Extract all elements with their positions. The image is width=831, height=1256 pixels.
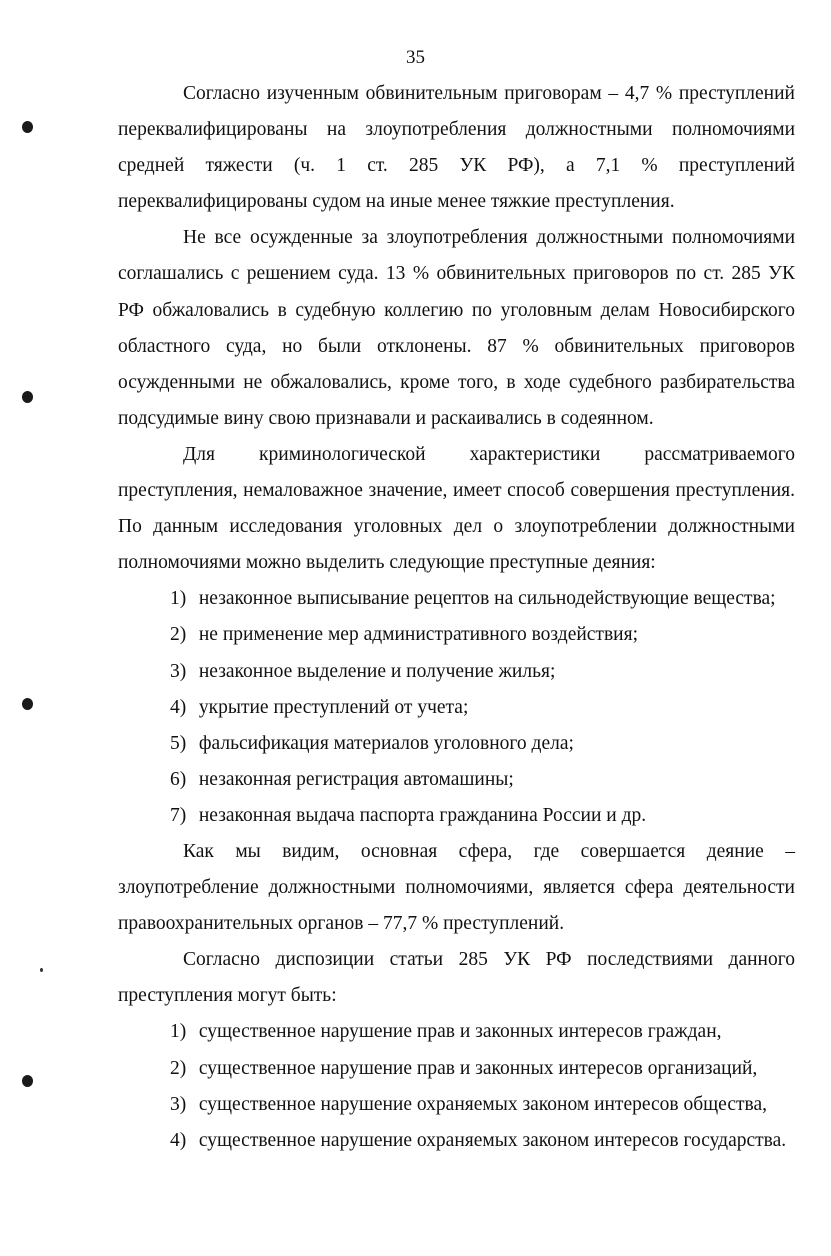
list-item	[118, 581, 795, 617]
list-item-number: 2)	[170, 624, 187, 646]
list-item-text: существенное нарушение охраняемых законом интересов общества,	[198, 1093, 767, 1115]
list-item-number: 6)	[170, 768, 187, 790]
list-item-text: не применение мер административного воздействия;	[198, 624, 638, 646]
list-item	[118, 654, 795, 690]
list-item-text: существенное нарушение охраняемых законом интересов государства.	[198, 1129, 787, 1151]
list-item-number: 1)	[170, 588, 187, 610]
list-item	[118, 690, 795, 726]
punch-hole-mark	[22, 121, 33, 133]
list-item-number: 2)	[170, 1057, 187, 1079]
list-item	[118, 1014, 795, 1050]
paragraph-consequences-intro: Согласно диспозиции статьи 285 УК РФ последствиями данного преступления могут быть:	[118, 949, 795, 1007]
paragraph-appeals: Не все осужденные за злоупотребления должностными полномочиями соглашались с решением суда. 13 % обвинительных приговоров по ст. 285 УК РФ обжаловались в судебную коллегию по уголовным делам Новосибирского областного суда, но были отклонены. 87 % обвинительных приговоров осужденными не обжаловались, кроме того, в ходе судебного разбирательства подсудимые вину свою признавали и раскаивались в содеянном.	[118, 227, 795, 429]
list-item-text: укрытие преступлений от учета;	[198, 696, 469, 718]
list-item-text: незаконное выписывание рецептов на сильнодействующие вещества;	[198, 588, 776, 610]
scan-speck-mark	[40, 968, 43, 972]
list-item	[118, 617, 795, 653]
list-item-number: 7)	[170, 804, 187, 826]
list-item-text: незаконная регистрация автомашины;	[198, 768, 514, 790]
criminal-acts-list	[118, 581, 795, 834]
consequences-list	[118, 1014, 795, 1158]
list-item-text: существенное нарушение прав и законных интересов организаций,	[198, 1057, 758, 1079]
paragraph-method: Для криминологической характеристики рассматриваемого преступления, немаловажное значение, имеет способ совершения преступления. По данным исследования уголовных дел о злоупотреблении должностными полномочиями можно выделить следующие преступные деяния:	[118, 443, 795, 574]
list-item-number: 1)	[170, 1021, 187, 1043]
list-item	[118, 1051, 795, 1087]
list-item-text: фальсификация материалов уголовного дела;	[198, 732, 574, 754]
list-item	[118, 1123, 795, 1159]
punch-hole-mark	[22, 391, 33, 403]
list-item-text: незаконное выделение и получение жилья;	[198, 660, 556, 682]
punch-hole-mark	[22, 1075, 33, 1087]
list-item-text: существенное нарушение прав и законных интересов граждан,	[198, 1021, 722, 1043]
list-item	[118, 726, 795, 762]
list-item	[118, 798, 795, 834]
list-item-number: 3)	[170, 660, 187, 682]
list-item-number: 5)	[170, 732, 187, 754]
paragraph-requalification: Согласно изученным обвинительным приговорам – 4,7 % преступлений переквалифицированы на злоупотребления должностными полномочиями средней тяжести (ч. 1 ст. 285 УК РФ), а 7,1 % преступлений переквалифицированы судом на иные менее тяжкие преступления.	[118, 83, 795, 213]
list-item-number: 3)	[170, 1093, 187, 1115]
paragraph-sphere: Как мы видим, основная сфера, где совершается деяние – злоупотребление должностными полномочиями, является сфера деятельности правоохранительных органов – 77,7 % преступлений.	[118, 840, 795, 935]
list-item	[118, 762, 795, 798]
list-item-text: незаконная выдача паспорта гражданина России и др.	[198, 804, 647, 826]
document-body	[118, 76, 795, 1159]
page-number: 35	[406, 47, 425, 68]
punch-hole-mark	[22, 698, 33, 710]
list-item-number: 4)	[170, 696, 187, 718]
list-item-number: 4)	[170, 1129, 187, 1151]
list-item	[118, 1087, 795, 1123]
